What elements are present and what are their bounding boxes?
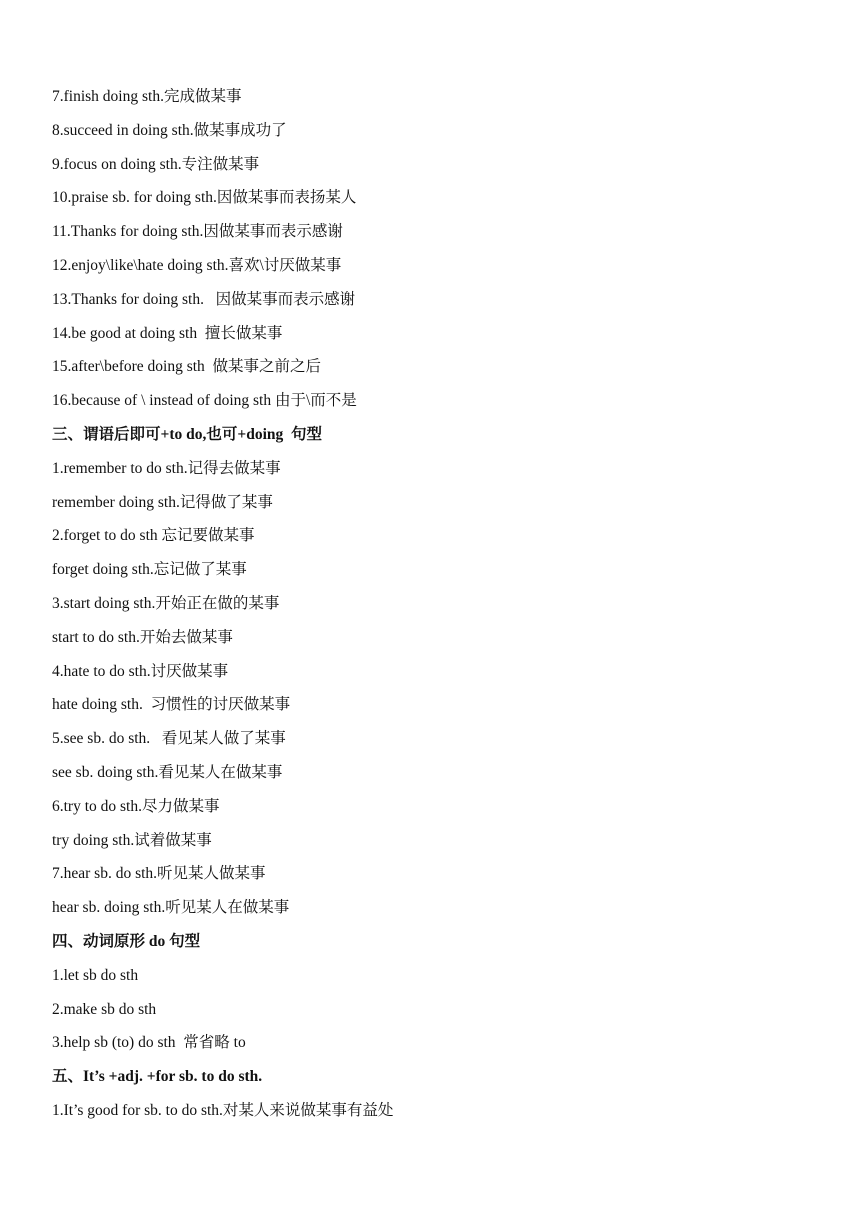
list-item: hear sb. doing sth.听见某人在做某事 (52, 899, 290, 917)
list-item: 2.make sb do sth (52, 1000, 157, 1018)
list-item: remember doing sth.记得做了某事 (52, 493, 273, 511)
list-item: see sb. doing sth.看见某人在做某事 (52, 763, 283, 781)
list-item: try doing sth.试着做某事 (52, 831, 212, 849)
list-item: 12.enjoy\like\hate doing sth.喜欢\讨厌做某事 (52, 256, 342, 274)
list-item: 6.try to do sth.尽力做某事 (52, 797, 220, 815)
list-item: hate doing sth. 习惯性的讨厌做某事 (52, 696, 291, 714)
list-item: 8.succeed in doing sth.做某事成功了 (52, 121, 287, 139)
document-page (52, 85, 832, 1133)
list-item: 3.help sb (to) do sth 常省略 to (52, 1034, 246, 1052)
list-item: 1.It’s good for sb. to do sth.对某人来说做某事有益处 (52, 1101, 394, 1119)
list-item: forget doing sth.忘记做了某事 (52, 561, 247, 579)
list-item: 3.start doing sth.开始正在做的某事 (52, 594, 280, 612)
section-heading: 五、It’s +adj. +for sb. to do sth. (52, 1068, 263, 1086)
list-item: 7.finish doing sth.完成做某事 (52, 88, 242, 105)
section-heading: 三、谓语后即可+to do,也可+doing 句型 (52, 425, 322, 443)
list-item: 11.Thanks for doing sth.因做某事而表示感谢 (52, 223, 343, 241)
list-item: 5.see sb. do sth. 看见某人做了某事 (52, 730, 286, 748)
list-item: 4.hate to do sth.讨厌做某事 (52, 662, 229, 680)
list-item: 1.let sb do sth (52, 966, 139, 984)
list-item: 1.remember to do sth.记得去做某事 (52, 459, 281, 477)
list-item: 9.focus on doing sth.专注做某事 (52, 155, 260, 173)
list-item: 15.after\before doing sth 做某事之前之后 (52, 358, 322, 376)
list-item: 7.hear sb. do sth.听见某人做某事 (52, 865, 266, 883)
list-item: 16.because of \ instead of doing sth 由于\而不是 (52, 392, 357, 410)
section-heading: 四、动词原形 do 句型 (52, 932, 201, 950)
list-item: 2.forget to do sth 忘记要做某事 (52, 527, 255, 545)
list-item: 14.be good at doing sth 擅长做某事 (52, 324, 283, 342)
list-item: start to do sth.开始去做某事 (52, 628, 233, 646)
list-item: 10.praise sb. for doing sth.因做某事而表扬某人 (52, 189, 357, 207)
list-item: 13.Thanks for doing sth. 因做某事而表示感谢 (52, 290, 356, 308)
